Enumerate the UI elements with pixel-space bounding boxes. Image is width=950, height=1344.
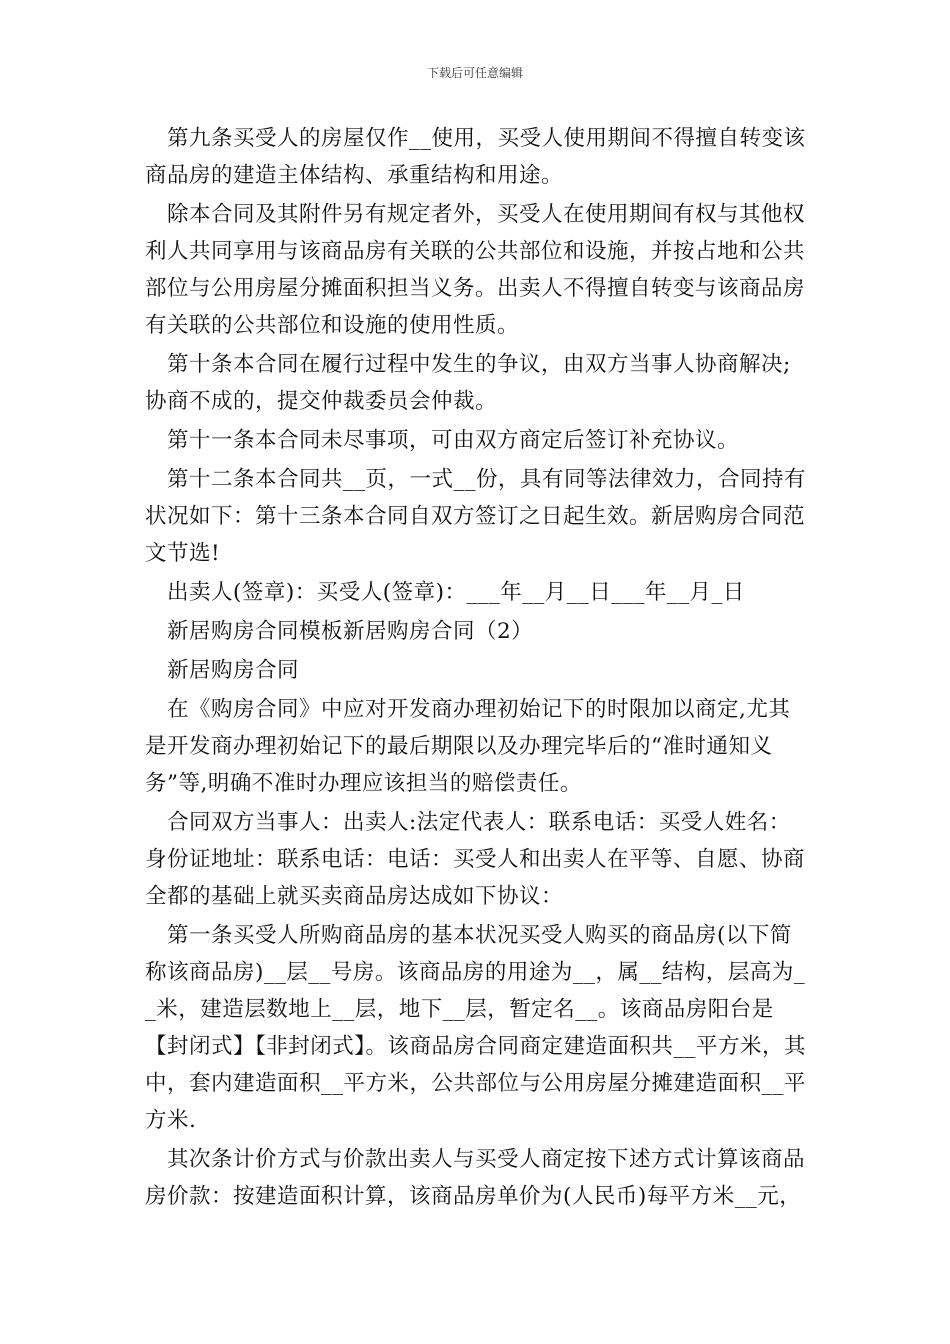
paragraph: 第九条买受人的房屋仅作__使用，买受人使用期间不得擅自转变该商品房的建造主体结构、承重结构和用途。 — [145, 126, 806, 188]
paragraph: 在《购房合同》中应对开发商办理初始记下的时限加以商定,尤其是开发商办理初始记下的最后期限以及办理完毕后的“准时通知义务”等,明确不准时办理应该担当的赔偿责任。 — [145, 697, 791, 796]
paragraph: 合同双方当事人：出卖人:法定代表人：联系电话：买受人姓名：身份证地址：联系电话：电话：买受人和出卖人在平等、自愿、协商全都的基础上就买卖商品房达成如下协议： — [145, 810, 806, 909]
paragraph: 除本合同及其附件另有规定者外，买受人在使用期间有权与其他权利人共同享用与该商品房有关联的公共部位和设施，并按占地和公共部位与公用房屋分摊面积担当义务。出卖人不得擅自转变与该商品房有关联的公共部位和设施的使用性质。 — [145, 202, 806, 338]
paragraph: 出卖人(签章)：买受人(签章)：___年__月__日___年__月_日 — [167, 580, 745, 605]
paragraph: 其次条计价方式与价款出卖人与买受人商定按下述方式计算该商品房价款：按建造面积计算，该商品房单价为(人民币)每平方米__元， — [145, 1147, 806, 1209]
paragraph: 第十二条本合同共__页，一式__份，具有同等法律效力，合同持有状况如下：第十三条本合同自双方签订之日起生效。新居购房合同范文节选! — [145, 467, 807, 566]
page-header: 下载后可任意编辑 — [426, 66, 523, 80]
paragraph: 新居购房合同 — [167, 658, 300, 683]
paragraph: 第十条本合同在履行过程中发生的争议，由双方当事人协商解决;协商不成的，提交仲裁委员会仲裁。 — [145, 352, 791, 414]
paragraph: 第十一条本合同未尽事项，可由双方商定后签订补充协议。 — [167, 428, 740, 453]
paragraph: 第一条买受人所购商品房的基本状况买受人购买的商品房(以下简称该商品房)__层__号房。该商品房的用途为__，属__结构，层高为__米，建造层数地上__层，地下__层，暂定名__。该商品房阳台是【封闭式】【非封闭式】。该商品房合同商定建造面积共__平方米，其中，套内建造面积__平方米，公共部位与公用房屋分摊建造面积__平方米. — [145, 923, 807, 1133]
document-body — [145, 120, 810, 1215]
paragraph: 新居购房合同模板新居购房合同（2） — [167, 619, 534, 644]
